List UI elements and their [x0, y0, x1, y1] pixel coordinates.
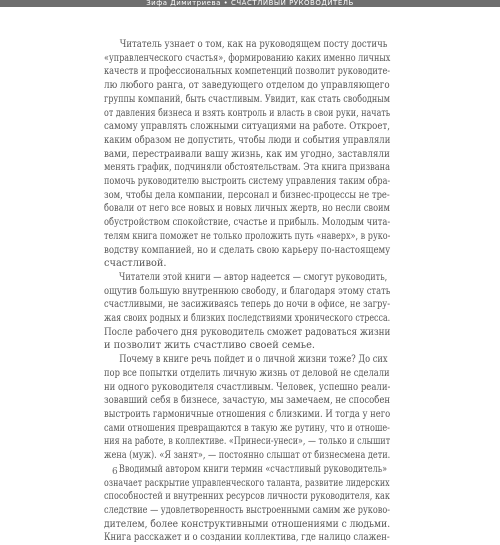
text-line: группы компаний, быть счастливым. Увидит, как стать свободным: [104, 93, 390, 105]
header-title: СЧАСТЛИВЫЙ РУКОВОДИТЕЛЬ: [230, 0, 354, 7]
text-line: выстроить гармоничные отношения с близкими. И тогда у него: [104, 408, 391, 420]
text-line: жена (муж). «Я занят», — постоянно слышат от бизнесмена дети.: [104, 450, 391, 462]
text-line: способностей и внутренних ресурсов личности руководителя, как: [104, 491, 390, 503]
text-line: «управленческого счастья», формированию каких именно личных: [104, 52, 391, 64]
text-line: Вводимый автором книги термин «счастливый руководитель»: [118, 463, 388, 475]
text-line: Читатели этой книги — автор надеется — смогут руководить,: [119, 271, 388, 283]
page-number: 6: [112, 467, 118, 477]
text-line: Почему в книге речь пойдет и о личной жизни тоже? До сих: [119, 354, 388, 366]
text-line: зом, чтобы дела компании, персонал и бизнес-процессы не тре-: [104, 189, 390, 201]
text-line: самому управлять сложными ситуациями на работе. Откроет,: [104, 121, 390, 133]
text-line: вами, перестраивали вашу жизнь, как им угодно, заставляли: [104, 148, 390, 160]
paragraph: [104, 463, 390, 545]
text-line: ни одного руководителя счастливым. Человек, успешно реали-: [104, 381, 391, 393]
text-line: телям книга поможет не только проложить путь «наверх», в руко-: [104, 230, 391, 242]
text-line: и позволит жить счастливо своей семье.: [104, 340, 316, 352]
text-line: помочь руководителю выстроить систему управления таким обра-: [104, 176, 391, 188]
text-line: сами отношения превращаются в такую же рутину, что и отноше-: [104, 422, 390, 434]
text-line: водству компанией, но и сделать свою карьеру по-настоящему: [104, 244, 391, 256]
text-line: ощутив большую внутреннюю свободу, и благодаря этому стать: [104, 285, 391, 297]
header-separator: •: [223, 0, 229, 7]
text-line: от давления бизнеса и взять контроль и власть в свои руки, начать: [104, 107, 391, 119]
text-line: счастливыми, не засиживаясь теперь до ночи в офисе, не загру-: [104, 299, 391, 311]
text-line: бовали от него все новых и новых личных жертв, но несли своим: [104, 203, 390, 215]
paragraph: [104, 271, 390, 353]
text-line: зовавший себя в бизнесе, зачастую, мы замечаем, не способен: [104, 395, 391, 407]
text-line: Читатель узнает о том, как на руководящем посту достичь: [119, 39, 388, 50]
text-line: жая своих родных и близких последствиями хронического стресса.: [104, 313, 391, 325]
header-author: Зифа Димитриева: [146, 0, 221, 7]
paragraph: [104, 38, 390, 271]
text-line: пор все попытки отделить личную жизнь от деловой не сделали: [104, 367, 390, 379]
running-header: [0, 0, 500, 7]
text-line: каким образом не допустить, чтобы люди и события управляли: [104, 134, 391, 146]
text-line: После рабочего дня руководитель сможет радоваться жизни: [104, 326, 391, 338]
text-line: Книга расскажет и о создании коллектива, где налицо слажен-: [104, 532, 390, 544]
paragraph: [104, 353, 390, 463]
text-line: означает раскрытие управленческого таланта, развитие лидерских: [104, 477, 390, 489]
text-line: обустройством спокойствие, счастье и прибыль. Молодым чита-: [104, 217, 391, 229]
text-line: менять график, подчиняли обстоятельствам. Эта книга призвана: [104, 162, 391, 174]
text-line: качеств и профессиональных компетенций позволит руководите-: [104, 66, 391, 78]
body-text: [104, 38, 390, 545]
text-line: счастливой.: [104, 258, 167, 270]
text-line: следствие — удовлетворенность выстроенными самим же руково-: [104, 504, 391, 516]
text-line: лю любого ранга, от заведующего отделом до управляющего: [104, 80, 390, 92]
text-line: дителем, более конструктивными отношениями с людьми.: [104, 518, 391, 530]
text-line: ния на работе, в коллективе. «Принеси-унеси», — только и слышит: [104, 436, 391, 448]
